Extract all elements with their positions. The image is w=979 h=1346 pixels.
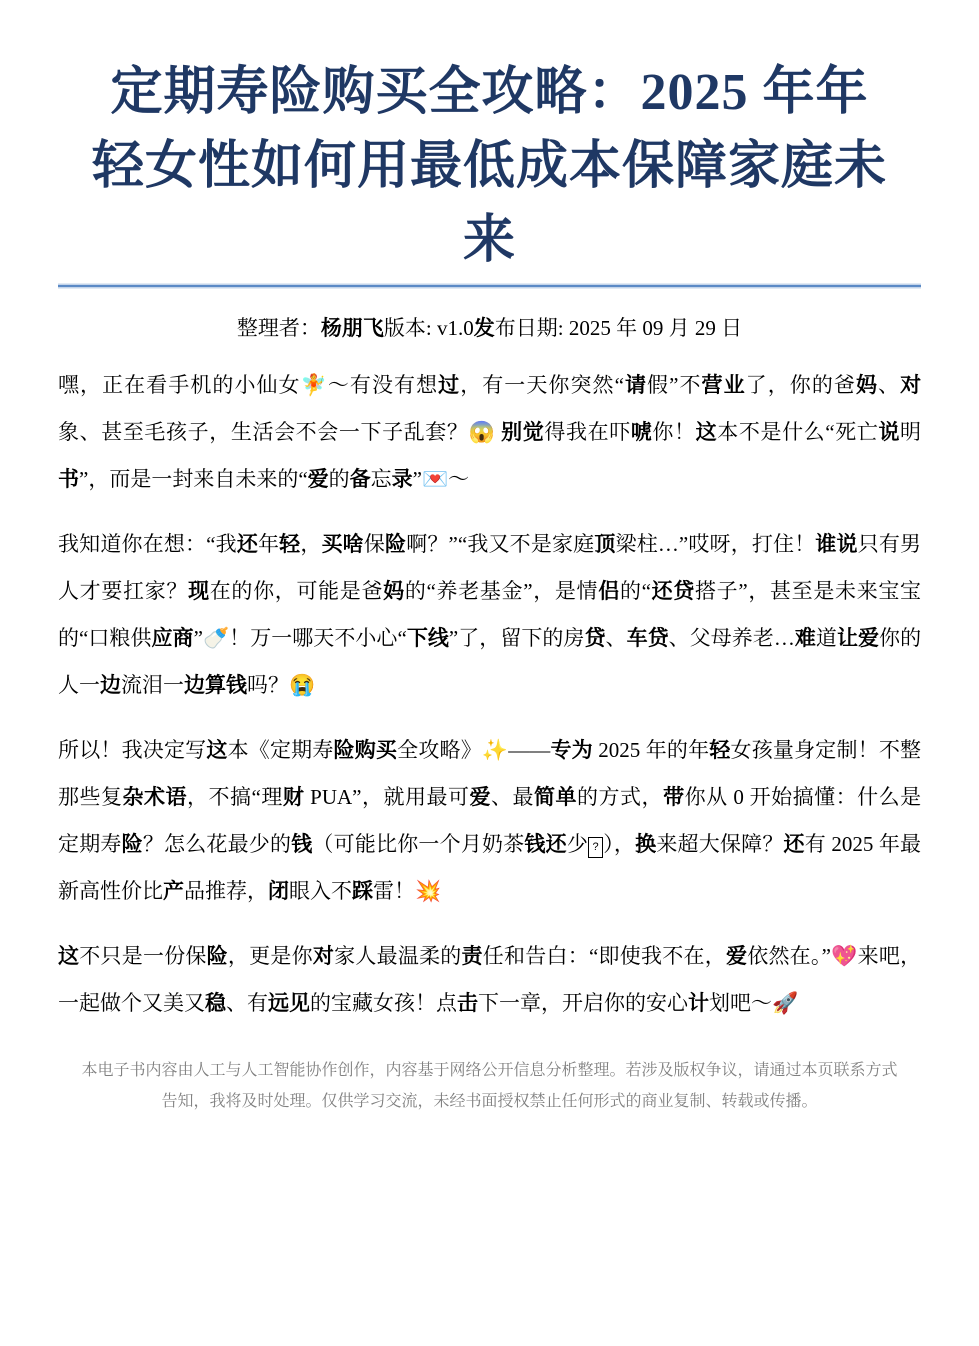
missing-glyph-box: ? <box>588 837 603 858</box>
paragraph-book-purpose: 所以！我决定写这本《定期寿险购买全攻略》✨——专为 2025 年的年轻女孩量身定制！不整那些复杂术语，不搞“理财 PUA”，就用最可爱、最简单的方式，带你从 0 开始搞懂：什么是定期寿险？怎么花最少的钱（可能比你一个月奶茶钱还少 ? ），换来超大保障？还有 2025 年最新高性价比产品推荐，闭眼入不踩雷！💥 <box>58 738 922 904</box>
page-title <box>58 56 921 277</box>
baby-bottle-emoji: 🍼 <box>202 626 230 651</box>
love-letter-emoji: 💌 <box>421 467 449 492</box>
paragraph-closing-call: 这不只是一份保险，更是你对家人最温柔的责任和告白：“即使我不在，爱依然在。”💖来吧，一起做个又美又稳、有远见的宝藏女孩！点击下一章，开启你的安心计划吧～🚀 <box>58 944 922 1016</box>
doc-meta-line: 整理者：杨朋飞版本: v1.0发布日期: 2025 年 09 月 29 日 <box>236 316 743 341</box>
paragraph-why-you-need-it: 我知道你在想：“我还年轻，买啥保险啊？”“我又不是家庭顶梁柱…”哎呀，打住！谁说只有男人才要扛家？现在的你，可能是爸妈的“养老基金”，是情侣的“还贷搭子”，甚至是未来宝宝的“口粮供应商”🍼！万一哪天不小心“下线”了，留下的房贷、车贷、父母养老…难道让爱你的人一边流泪一边算钱吗？😭 <box>58 532 922 698</box>
footer-disclaimer: 本电子书内容由人工与人工智能协作创作，内容基于网络公开信息分析整理。若涉及版权争议，请通过本页联系方式告知，我将及时处理。仅供学习交流，未经书面授权禁止任何形式的商业复制、转载或传播。 <box>81 1062 898 1111</box>
title-underline-rule <box>58 285 921 287</box>
paragraph-intro-question: 嘿，正在看手机的小仙女🧚～有没有想过，有一天你突然“请假”不营业了，你的爸妈、对象、甚至毛孩子，生活会不会一下子乱套？😱 别觉得我在吓唬你！这本不是什么“死亡说明书”，而是一封来自未来的“爱的备忘录”💌～ <box>58 373 922 492</box>
fairy-emoji: 🧚 <box>300 373 328 398</box>
sparkling-heart-emoji: 💖 <box>830 944 858 969</box>
title-line-1: 定期寿险购买全攻略：2025 年年 <box>110 64 869 121</box>
scream-emoji: 😱 <box>468 420 496 445</box>
rocket-emoji: 🚀 <box>772 991 799 1016</box>
crying-emoji: 😭 <box>289 673 316 698</box>
title-line-3: 来 <box>462 211 516 269</box>
sparkles-emoji: ✨ <box>481 738 509 763</box>
title-line-2: 轻女性如何用最低成本保障家庭未 <box>91 137 887 195</box>
collision-emoji: 💥 <box>415 879 442 904</box>
